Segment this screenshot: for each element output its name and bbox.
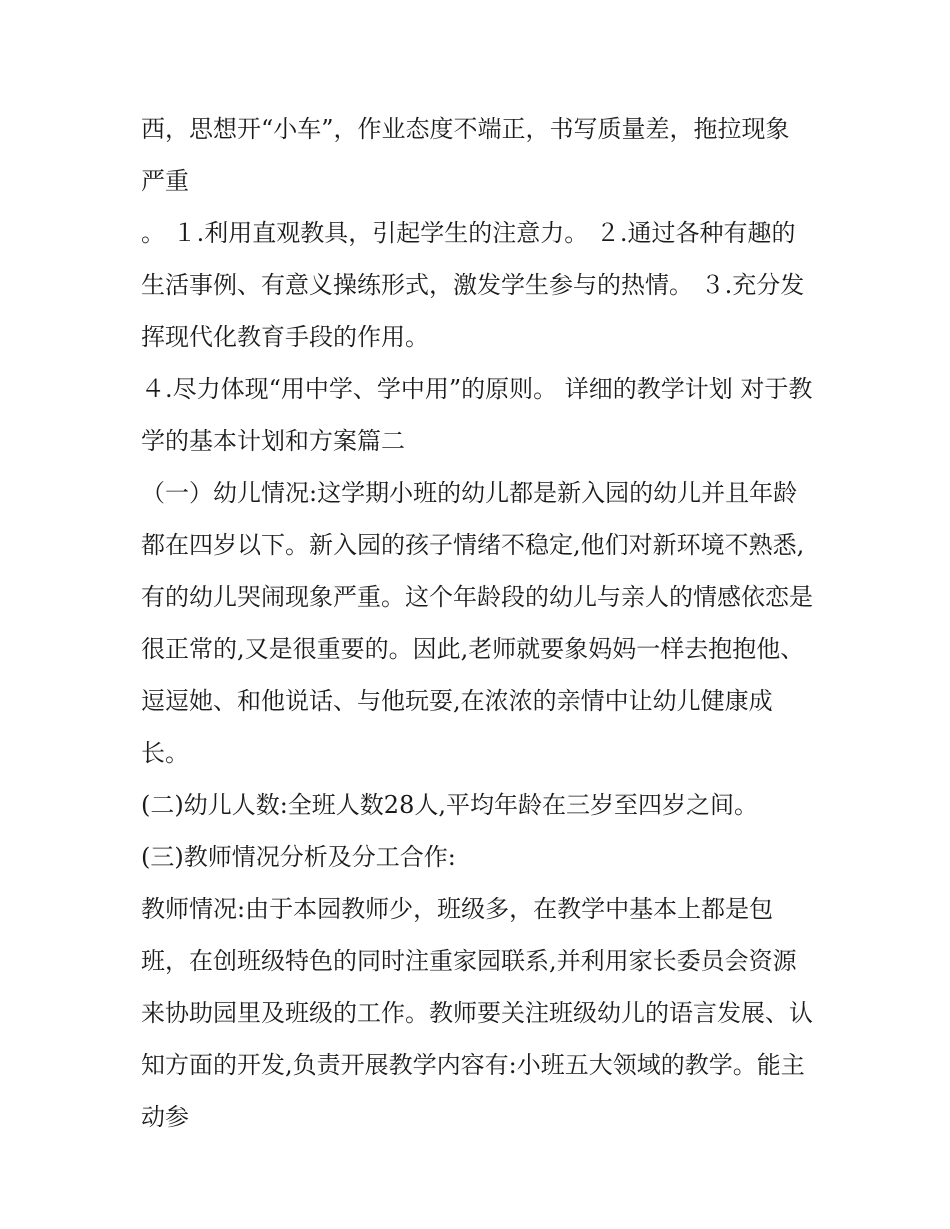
paragraph-children-count: (二)幼儿人数:全班人数28人,平均年龄在三岁至四岁之间。	[141, 791, 758, 819]
paragraph-children-situation: （一）幼儿情况:这学期小班的幼儿都是新入园的幼儿并且年龄都在四岁以下。新入园的孩子情绪不稳定,他们对新环境不熟悉,有的幼儿哭闹现象严重。这个年龄段的幼儿与亲人的情感依恋是很正常的,又是很重要的。因此,老师就要象妈妈一样去抱抱他、逗逗她、和他说话、与他玩耍,在浓浓的亲情中让幼儿健康成长。	[141, 479, 813, 767]
paragraph-teacher-situation: 教师情况:由于本园教师少，班级多，在教学中基本上都是包班，在创班级特色的同时注重家园联系,并利用家长委员会资源来协助园里及班级的工作。教师要关注班级幼儿的语言发展、认知方面的开发,负责开展教学内容有:小班五大领域的教学。能主动参	[141, 895, 813, 1131]
paragraph-principle-plan-title: ４.尽力体现“用中学、学中用”的原则。 详细的教学计划 对于教学的基本计划和方案篇二	[141, 375, 813, 455]
paragraph-teaching-methods: 。 １.利用直观教具，引起学生的注意力。 ２.通过各种有趣的生活事例、有意义操练形式，激发学生参与的热情。 ３.充分发挥现代化教育手段的作用。	[141, 219, 805, 351]
paragraph-teacher-analysis-heading: (三)教师情况分析及分工合作:	[141, 843, 456, 871]
paragraph-homework-attitude: 西，思想开“小车”，作业态度不端正，书写质量差，拖拉现象严重	[141, 115, 790, 195]
document-body	[141, 103, 813, 1143]
